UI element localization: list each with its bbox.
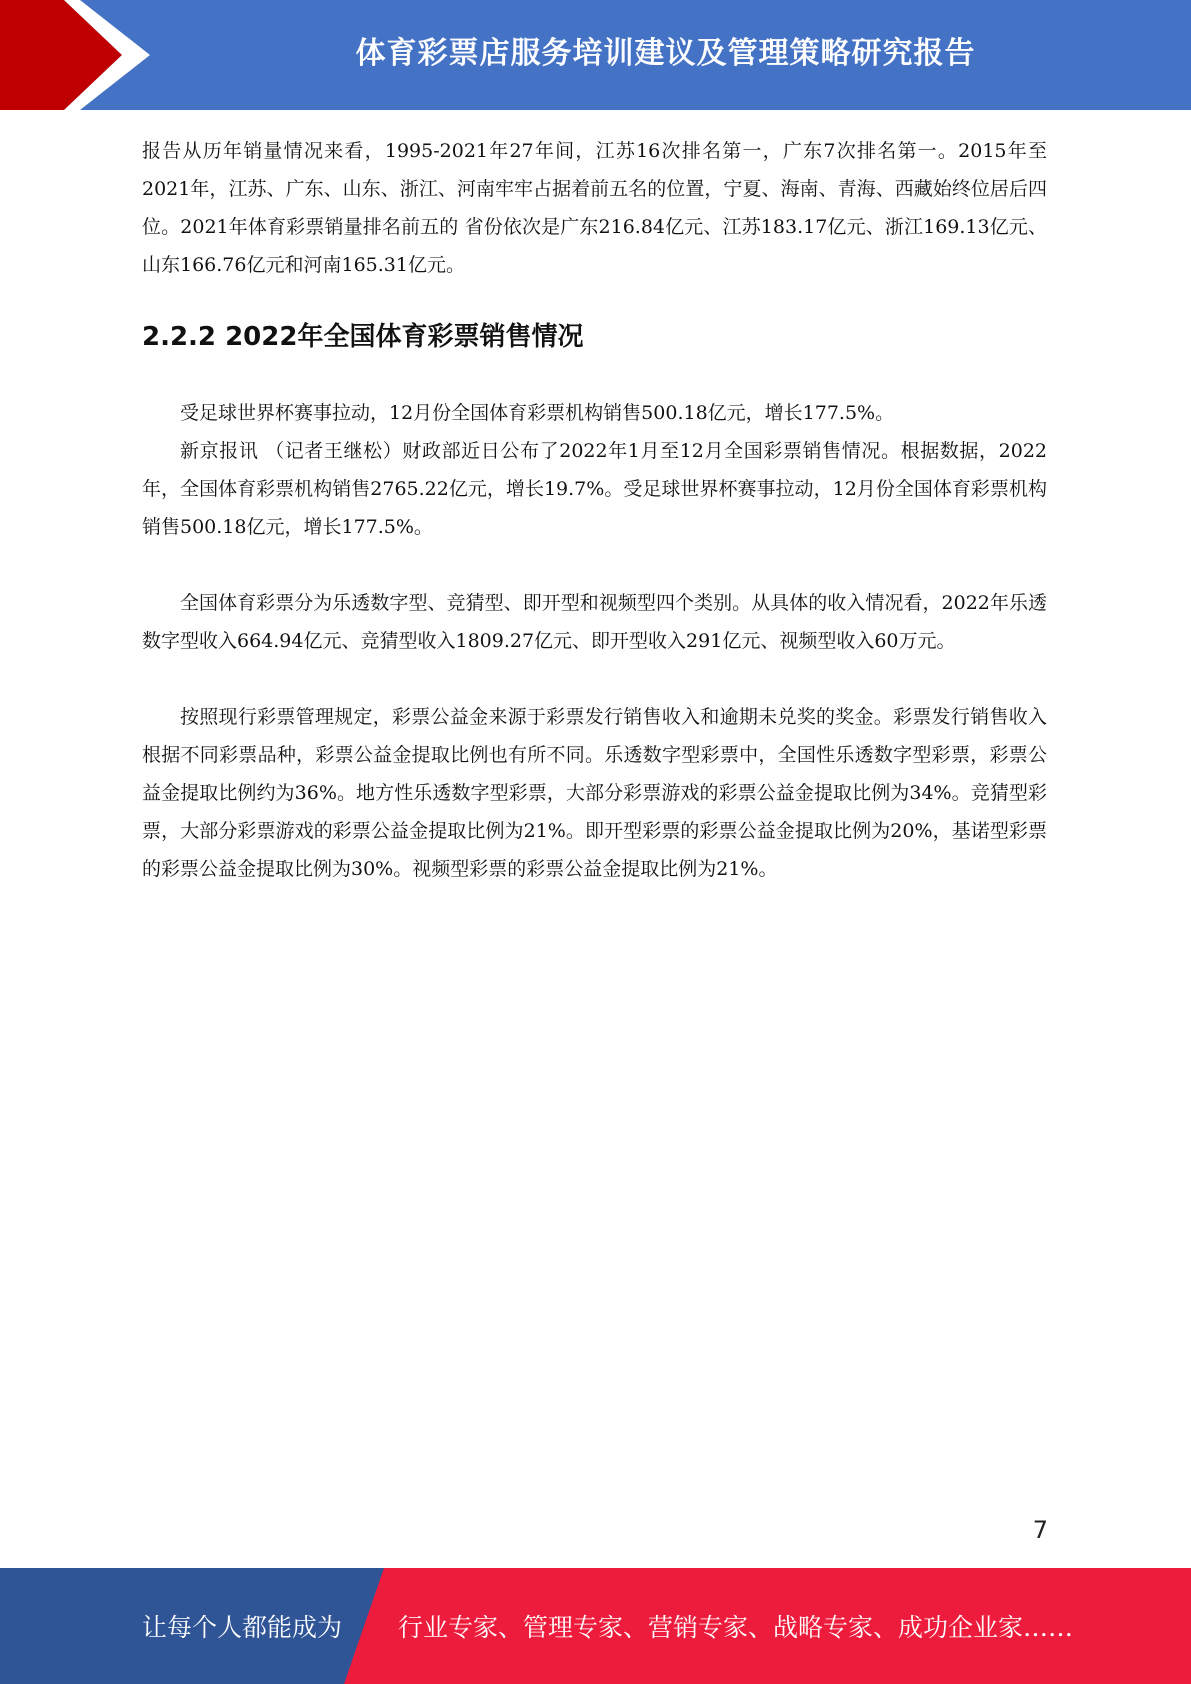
red-chevron-decoration	[0, 0, 150, 110]
footer-slogan-right: 行业专家、管理专家、营销专家、战略专家、成功企业家……	[398, 1613, 1074, 1642]
section-heading: 2.2.2 2022年全国体育彩票销售情况	[142, 322, 584, 352]
paragraph-world-cup: 受足球世界杯赛事拉动，12月份全国体育彩票机构销售500.18亿元，增长177.5%。	[180, 402, 895, 424]
footer-banner	[0, 1568, 1191, 1684]
page-number: 7	[1032, 1516, 1048, 1544]
paragraph-public-welfare-fund: 按照现行彩票管理规定，彩票公益金来源于彩票发行销售收入和逾期未兑奖的奖金。彩票发行销售收入根据不同彩票品种，彩票公益金提取比例也有所不同。乐透数字型彩票中，全国性乐透数字型彩票，彩票公益金提取比例约为36%。地方性乐透数字型彩票，大部分彩票游戏的彩票公益金提取比例为34%。竞猜型彩票，大部分彩票游戏的彩票公益金提取比例为21%。即开型彩票的彩票公益金提取比例为20%，基诺型彩票的彩票公益金提取比例为30%。视频型彩票的彩票公益金提取比例为21%。	[142, 706, 1047, 880]
report-title: 体育彩票店服务培训建议及管理策略研究报告	[355, 36, 976, 71]
footer-slogan-left: 让每个人都能成为	[142, 1613, 343, 1642]
paragraph-sales-history: 报告从历年销量情况来看，1995-2021年27年间，江苏16次排名第一，广东7次排名第一。2015年至2021年，江苏、广东、山东、浙江、河南牢牢占据着前五名的位置，宁夏、海南、青海、西藏始终位居后四位。2021年体育彩票销量排名前五的 省份依次是广东216.84亿元、江苏183.17亿元、浙江169.13亿元、山东166.76亿元和河南165.31亿元。	[142, 140, 1047, 276]
header-banner	[0, 0, 1191, 110]
paragraph-lottery-categories: 全国体育彩票分为乐透数字型、竞猜型、即开型和视频型四个类别。从具体的收入情况看，2022年乐透数字型收入664.94亿元、竞猜型收入1809.27亿元、即开型收入291亿元、视频型收入60万元。	[142, 592, 1047, 652]
document-body	[142, 132, 1047, 888]
paragraph-news-report: 新京报讯 （记者王继松）财政部近日公布了2022年1月至12月全国彩票销售情况。根据数据，2022年，全国体育彩票机构销售2765.22亿元，增长19.7%。受足球世界杯赛事拉动，12月份全国体育彩票机构销售500.18亿元，增长177.5%。	[142, 440, 1047, 538]
